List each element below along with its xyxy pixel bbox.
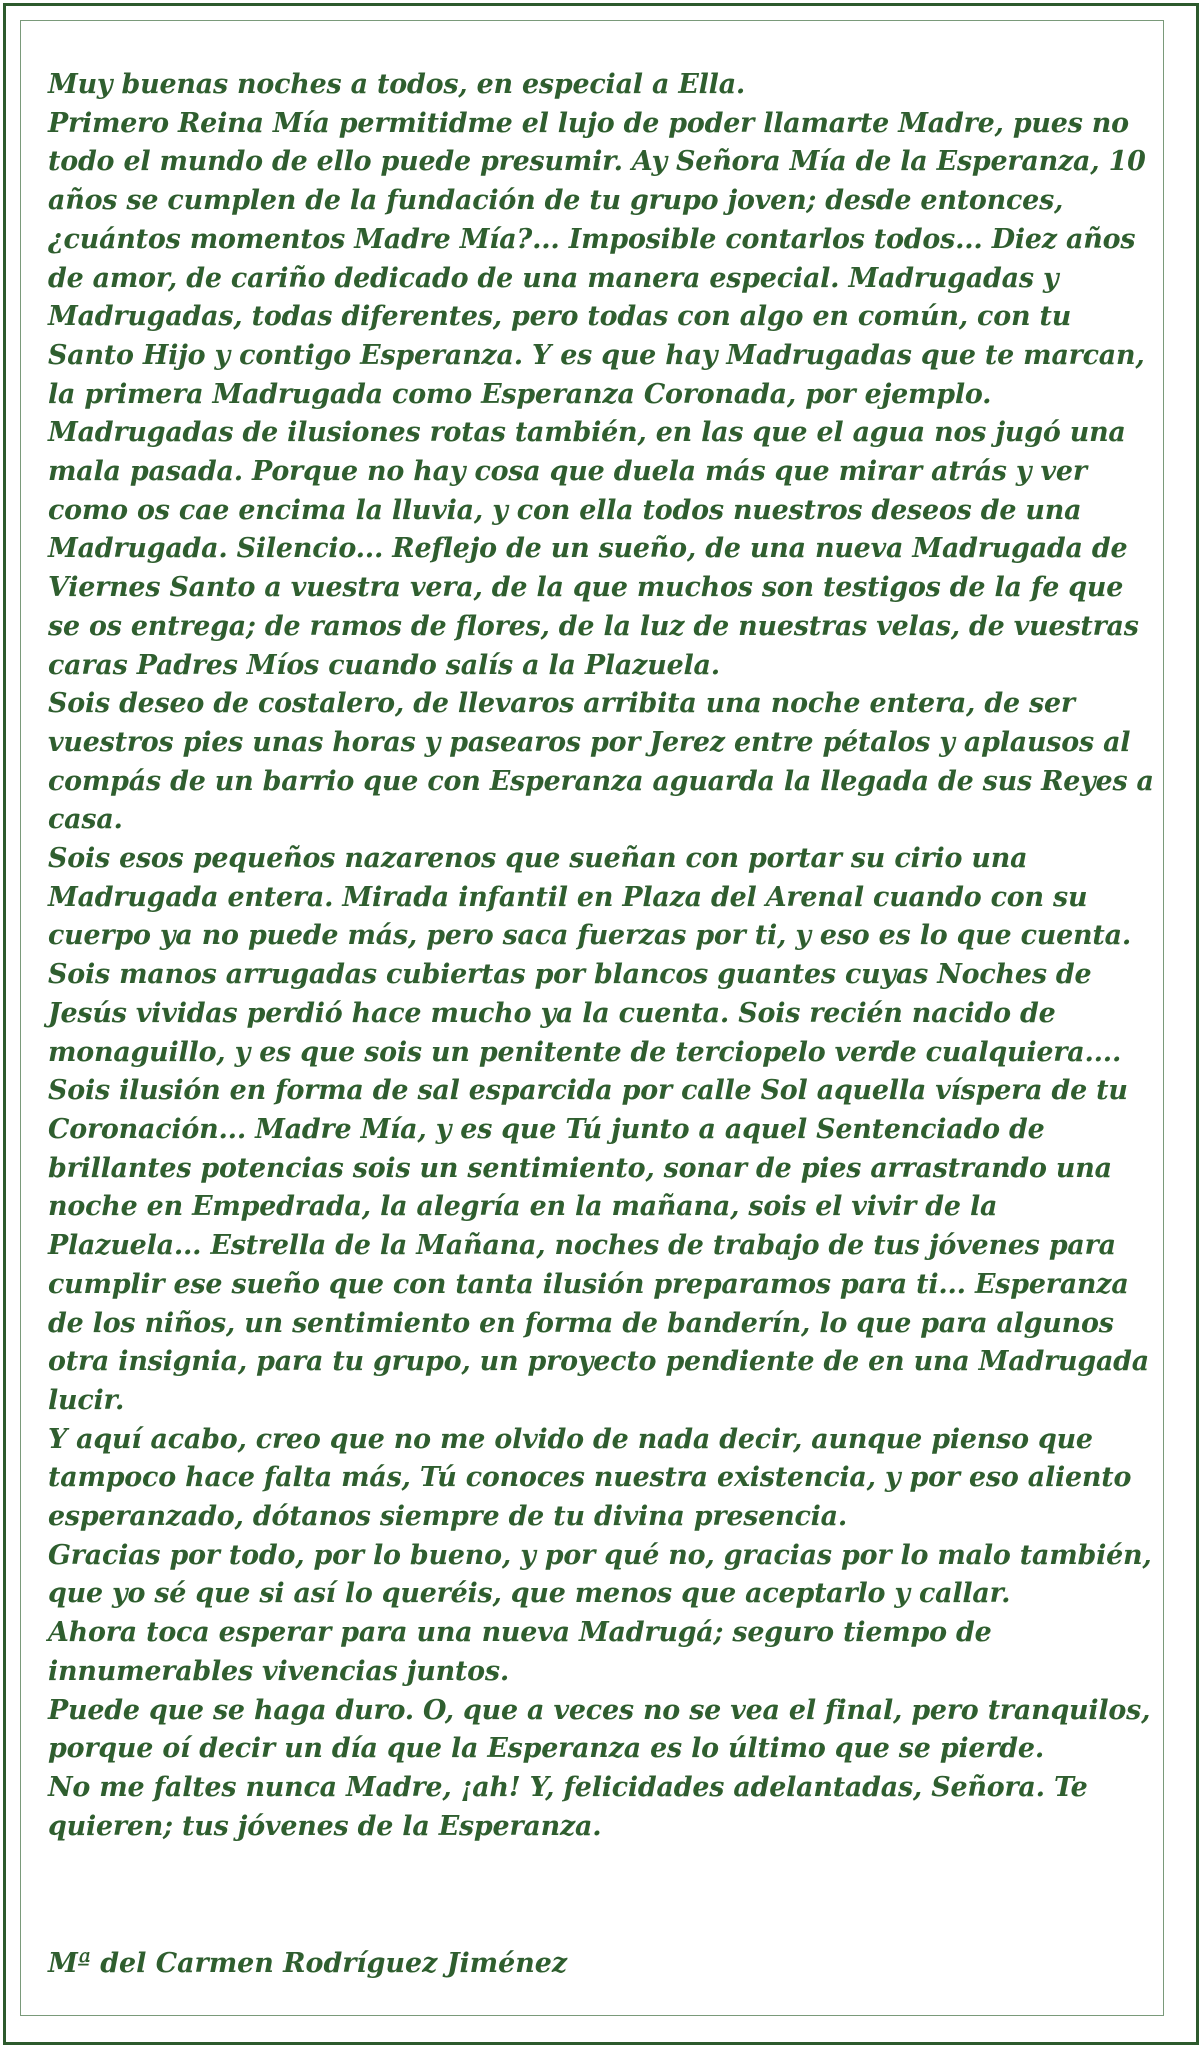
signature: Mª del Carmen Rodríguez Jiménez xyxy=(48,1948,568,1979)
letter-paragraph: Sois deseo de costalero, de llevaros arribita una noche entera, de ser vuestros pies unas horas y pasearos por Jerez entre pétalos y aplausos al compás de un barrio que con Esperanza aguarda la llegada de sus Reyes a casa. xyxy=(48,688,1154,836)
letter-paragraph: Muy buenas noches a todos, en especial a Ella. xyxy=(48,69,746,100)
letter-paragraph: Puede que se haga duro. O, que a veces no se vea el final, pero tranquilos, porque oí decir un día que la Esperanza es lo último que se pierde. xyxy=(48,1694,1151,1765)
letter-paragraph: Primero Reina Mía permitidme el lujo de poder llamarte Madre, pues no todo el mundo de ello puede presumir. Ay Señora Mía de la Esperanza, 10 años se cumplen de la fundación de tu grupo joven; desde entonces, ¿cuántos momentos Madre Mía?... Imposible contarlos todos... Diez años de amor, de cariño dedicado de una manera especial. Madrugadas y Madrugadas, todas diferentes, pero todas con algo en común, con tu Santo Hijo y contigo Esperanza. Y es que hay Madrugadas que te marcan, la primera Madrugada como Esperanza Coronada, por ejemplo. Madrugadas de ilusiones rotas también, en las que el agua nos jugó una mala pasada. Porque no hay cosa que duela más que mirar atrás y ver como os cae encima la lluvia, y con ella todos nuestros deseos de una Madrugada. Silencio... Reflejo de un sueño, de una nueva Madrugada de Viernes Santo a vuestra vera, de la que muchos son testigos de la fe que se os entrega; de ramos de flores, de la luz de nuestras velas, de vuestras caras Padres Míos cuando salís a la Plazuela. xyxy=(48,107,1146,681)
letter-body xyxy=(48,66,1158,1846)
letter-paragraph: Gracias por todo, por lo bueno, y por qué no, gracias por lo malo también, que yo sé que si así lo queréis, que menos que aceptarlo y callar. xyxy=(48,1539,1152,1610)
letter-paragraph: Sois ilusión en forma de sal esparcida por calle Sol aquella víspera de tu Coronación... Madre Mía, y es que Tú junto a aquel Sentenciado de brillantes potencias sois un sentimiento, sonar de pies arrastrando una noche en Empedrada, la alegría en la mañana, sois el vivir de la Plazuela... Estrella de la Mañana, noches de trabajo de tus jóvenes para cumplir ese sueño que con tanta ilusión preparamos para ti... Esperanza de los niños, un sentimiento en forma de banderín, lo que para algunos otra insignia, para tu grupo, un proyecto pendiente de en una Madrugada lucir. xyxy=(48,1075,1150,1416)
letter-paragraph: Sois esos pequeños nazarenos que sueñan con portar su cirio una Madrugada entera. Mirada infantil en Plaza del Arenal cuando con su cuerpo ya no puede más, pero saca fuerzas por ti, y eso es lo que cuenta. Sois manos arrugadas cubiertas por blancos guantes cuyas Noches de Jesús vividas perdió hace mucho ya la cuenta. Sois recién nacido de monaguillo, y es que sois un penitente de terciopelo verde cualquiera.... xyxy=(48,843,1132,1068)
letter-paragraph: No me faltes nunca Madre, ¡ah! Y, felicidades adelantadas, Señora. Te quieren; tus jóvenes de la Esperanza. xyxy=(48,1771,1088,1842)
letter-paragraph: Y aquí acabo, creo que no me olvido de nada decir, aunque pienso que tampoco hace falta más, Tú conoces nuestra existencia, y por eso aliento esperanzado, dótanos siempre de tu divina presencia. xyxy=(48,1423,1132,1533)
letter-paragraph: Ahora toca esperar para una nueva Madrugá; seguro tiempo de innumerables vivencias juntos. xyxy=(48,1617,992,1687)
